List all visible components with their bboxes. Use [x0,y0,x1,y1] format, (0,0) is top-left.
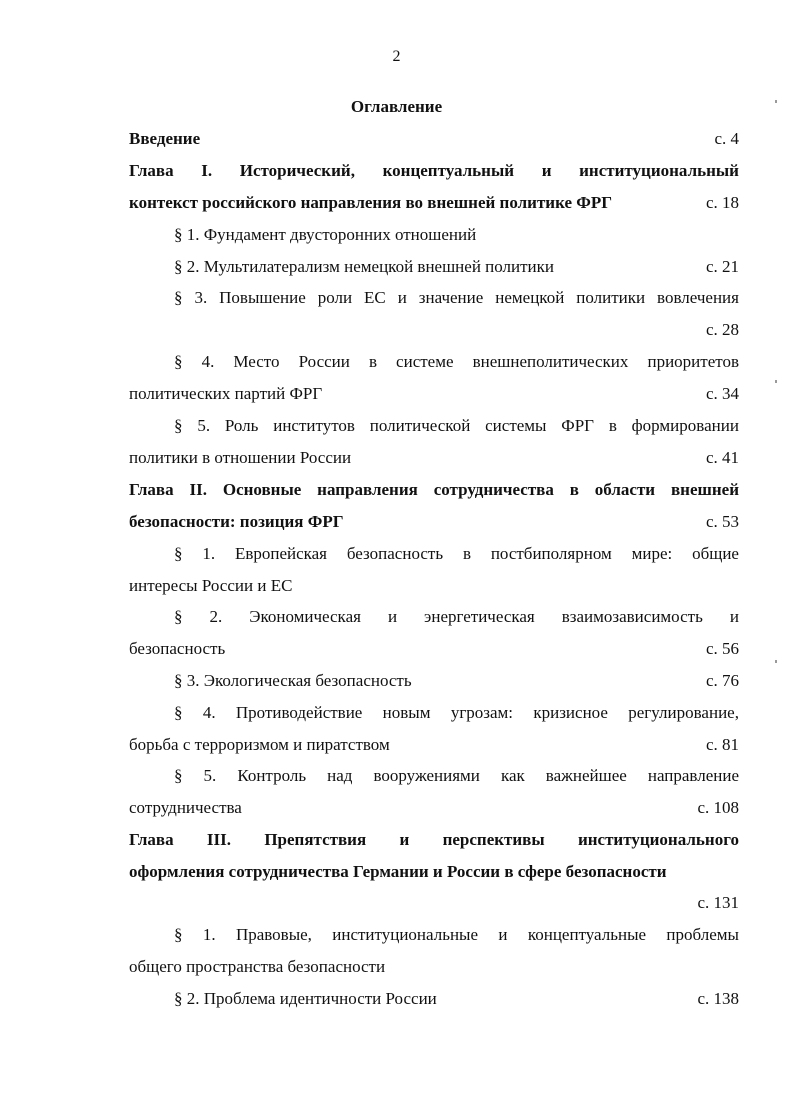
word: § [174,288,183,307]
toc-entry-ch1-s2[interactable] [129,256,739,278]
entry-label: § 2. Проблема идентичности России [174,989,437,1008]
entry-label: § 2. Мультилатерализм немецкой внешней политики [174,257,555,276]
toc-title: Оглавление [350,97,443,116]
chapter-2-heading-line1[interactable] [129,479,739,501]
entry-page: с. 18 [705,193,739,212]
word: Препятствия [264,830,367,849]
word: регулирование, [628,703,739,722]
toc-entry-ch2-s5-line1[interactable] [129,765,739,787]
word: Место [233,352,280,371]
toc-entry-ch3-s2[interactable] [129,988,739,1010]
toc-entry-ch3-s1-line2[interactable]: общего пространства безопасности [129,957,386,976]
word: Европейская [234,544,328,563]
word: 5. [203,766,217,785]
word: и [729,607,739,626]
word: § [174,544,183,563]
word: приоритетов [647,352,739,371]
word: Роль [224,416,259,435]
word: над [327,766,353,785]
toc-entry-ch2-s2-line1[interactable] [129,606,739,628]
word: II. [189,480,207,499]
scan-mark [775,380,777,383]
word: роли [317,288,353,307]
entry-label: безопасности: позиция ФРГ [129,512,344,531]
entry-page: с. 81 [705,735,739,754]
word: 1. [202,544,216,563]
toc-entry-ch1-s4-line1[interactable] [129,351,739,373]
word: институционального [577,830,739,849]
toc-entry-ch1-s5-line1[interactable] [129,415,739,437]
word: проблемы [666,925,739,944]
word: институциональный [579,161,739,180]
toc-entry-intro[interactable] [129,128,739,150]
word: § [174,607,183,626]
word: 3. [194,288,208,307]
word: § [174,352,183,371]
entry-label: § 3. Экологическая безопасность [174,671,412,690]
word: Контроль [237,766,307,785]
scan-mark [775,660,777,663]
word: мире: [631,544,673,563]
word: и [387,607,398,626]
word: направление [647,766,739,785]
word: значение [418,288,484,307]
word: политики [576,288,646,307]
word: и [399,830,410,849]
scan-mark [775,100,777,103]
word: ФРГ [561,416,594,435]
word: Основные [222,480,302,499]
word: Глава [129,830,174,849]
toc-entry-ch2-s1-line1[interactable] [129,543,739,565]
word: в [462,544,471,563]
entry-page: с. 108 [697,798,739,817]
toc-entry-ch2-s3[interactable] [129,670,739,692]
entry-label: § 1. Фундамент двусторонних отношений [174,225,477,244]
page-number: 2 [392,48,401,65]
word: новым [382,703,431,722]
toc-entry-ch2-s4-line2[interactable] [129,734,739,756]
word: вооружениями [373,766,480,785]
word: Противодействие [235,703,363,722]
chapter-3-heading-line1[interactable] [129,829,739,851]
word: как [500,766,525,785]
word: Глава [129,161,174,180]
word: институтов [273,416,355,435]
word: Повышение [219,288,306,307]
toc-entry-ch2-s4-line1[interactable] [129,702,739,724]
word: взаимозависимость [561,607,703,626]
word: § [174,416,183,435]
word: концептуальный [382,161,515,180]
chapter-3-heading-line2[interactable]: оформления сотрудничества Германии и России в сфере безопасности [129,862,667,881]
entry-label: политики в отношении России [129,448,352,467]
toc-entry-ch2-s2-line2[interactable] [129,638,739,660]
word: и [397,288,407,307]
entry-page: с. 76 [705,671,739,690]
word: Правовые, [235,925,312,944]
word: и [498,925,508,944]
toc-entry-ch3-s1-line1[interactable] [129,924,739,946]
word: концептуальные [527,925,647,944]
word: области [594,480,656,499]
word: России [298,352,350,371]
entry-label: Введение [129,129,201,148]
entry-label: политических партий ФРГ [129,384,323,403]
toc-entry-ch2-s1-line2[interactable]: интересы России и ЕС [129,576,293,595]
word: Экономическая [249,607,361,626]
word: § [174,766,183,785]
word: политической [369,416,471,435]
word: § [174,703,183,722]
word: формировании [631,416,739,435]
word: ЕС [364,288,386,307]
entry-page: с. 56 [705,639,739,658]
word: III. [206,830,232,849]
word: системе [396,352,454,371]
word: в [608,416,617,435]
word: I. [201,161,213,180]
word: Исторический, [239,161,355,180]
toc-entry-ch1-s4-line2[interactable] [129,383,739,405]
word: Глава [129,480,174,499]
word: постбиполярном [490,544,612,563]
toc-entry-ch1-s3-line1[interactable] [129,287,739,309]
word: системы [485,416,547,435]
entry-page: с. 4 [714,129,739,148]
word: внешней [670,480,739,499]
word: § [174,925,183,944]
entry-page: с. 53 [705,512,739,531]
toc-entry-ch1-s5-line2[interactable] [129,447,739,469]
word: немецкой [495,288,565,307]
word: угрозам: [450,703,514,722]
word: сотрудничества [433,480,554,499]
word: в [569,480,579,499]
word: внешнеполитических [472,352,629,371]
toc-entry-ch1-s1[interactable] [129,224,739,246]
word: институциональные [332,925,479,944]
word: энергетическая [424,607,535,626]
chapter-3-page[interactable]: с. 131 [697,893,739,912]
toc-entry-ch2-s5-line2[interactable] [129,797,739,819]
word: 4. [202,703,216,722]
entry-label: сотрудничества [129,798,242,817]
word: в [368,352,377,371]
word: 5. [197,416,211,435]
chapter-1-heading-line1[interactable] [129,160,739,182]
entry-page: с. 34 [705,384,739,403]
word: 4. [201,352,215,371]
entry-label: контекст российского направления во внешней политике ФРГ [129,193,613,212]
word: 2. [209,607,223,626]
toc-entry-ch1-s3-page[interactable]: с. 28 [705,320,739,339]
word: перспективы [442,830,545,849]
word: направления [317,480,418,499]
entry-label: борьба с терроризмом и пиратством [129,735,390,754]
word: общие [692,544,739,563]
entry-page: с. 21 [705,257,739,276]
word: важнейшее [545,766,627,785]
word: вовлечения [657,288,739,307]
word: кризисное [533,703,608,722]
word: 1. [202,925,216,944]
word: безопасность [346,544,444,563]
word: и [541,161,552,180]
chapter-2-heading-line2[interactable] [129,511,739,533]
entry-page: с. 41 [705,448,739,467]
chapter-1-heading-line2[interactable] [129,192,739,214]
entry-page: с. 138 [697,989,739,1008]
entry-label: безопасность [129,639,226,658]
